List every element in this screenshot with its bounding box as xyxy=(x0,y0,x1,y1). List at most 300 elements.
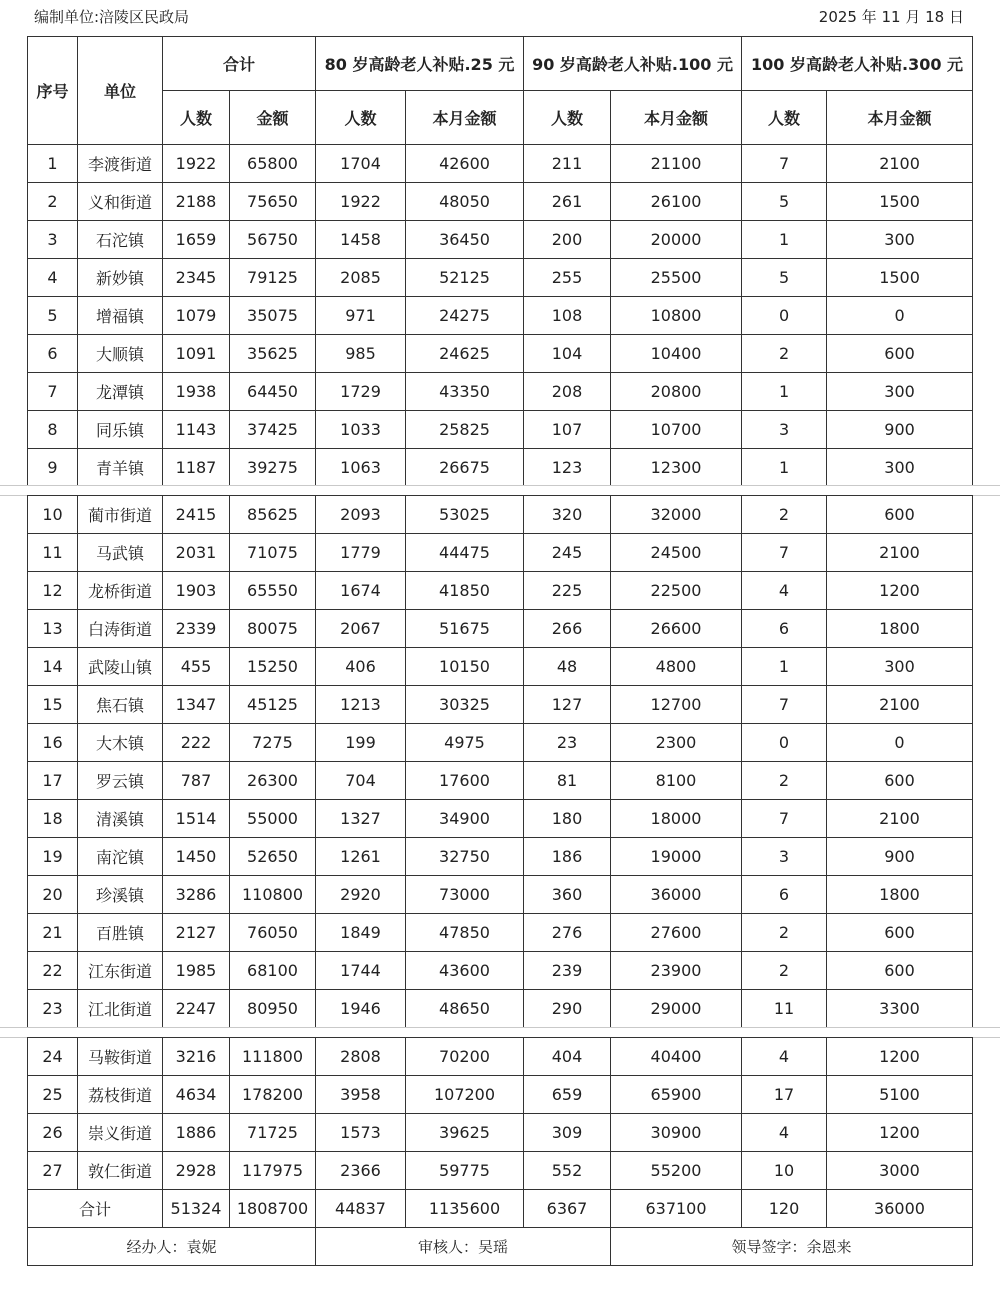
row-value: 29000 xyxy=(611,990,742,1028)
table-row xyxy=(28,800,973,838)
table-row xyxy=(28,183,973,221)
row-value: 79125 xyxy=(230,259,316,297)
row-value: 276 xyxy=(524,914,611,952)
row-value: 1946 xyxy=(316,990,406,1028)
row-value: 21100 xyxy=(611,145,742,183)
row-value: 245 xyxy=(524,534,611,572)
row-value: 178200 xyxy=(230,1076,316,1114)
totals-cell: 51324 xyxy=(163,1190,230,1228)
row-value: 4 xyxy=(742,572,827,610)
row-unit: 龙桥街道 xyxy=(78,572,163,610)
row-value: 3286 xyxy=(163,876,230,914)
row-value: 65800 xyxy=(230,145,316,183)
row-unit: 荔枝街道 xyxy=(78,1076,163,1114)
totals-cell: 44837 xyxy=(316,1190,406,1228)
unit-header: 单位 xyxy=(78,37,163,145)
table-body xyxy=(28,145,973,487)
row-unit: 敦仁街道 xyxy=(78,1152,163,1190)
row-value: 199 xyxy=(316,724,406,762)
handler-signature: 经办人：袁妮 xyxy=(28,1228,316,1266)
total-count-header: 人数 xyxy=(163,91,230,145)
table-row xyxy=(28,534,973,572)
row-value: 1327 xyxy=(316,800,406,838)
row-value: 35625 xyxy=(230,335,316,373)
row-value: 17600 xyxy=(406,762,524,800)
row-value: 32000 xyxy=(611,496,742,534)
row-value: 1063 xyxy=(316,449,406,487)
table-row xyxy=(28,876,973,914)
totals-row xyxy=(28,1190,973,1228)
total-amount-header: 金额 xyxy=(230,91,316,145)
row-value: 1091 xyxy=(163,335,230,373)
row-value: 55200 xyxy=(611,1152,742,1190)
row-value: 26300 xyxy=(230,762,316,800)
row-value: 117975 xyxy=(230,1152,316,1190)
row-value: 48050 xyxy=(406,183,524,221)
row-unit: 蔺市街道 xyxy=(78,496,163,534)
row-value: 208 xyxy=(524,373,611,411)
row-value: 1674 xyxy=(316,572,406,610)
row-unit: 江东街道 xyxy=(78,952,163,990)
table-row xyxy=(28,411,973,449)
table-row xyxy=(28,373,973,411)
row-value: 111800 xyxy=(230,1038,316,1076)
row-value: 127 xyxy=(524,686,611,724)
table-row xyxy=(28,449,973,487)
row-value: 1143 xyxy=(163,411,230,449)
row-value: 71725 xyxy=(230,1114,316,1152)
row-value: 48650 xyxy=(406,990,524,1028)
row-value: 23900 xyxy=(611,952,742,990)
row-value: 4634 xyxy=(163,1076,230,1114)
table-row xyxy=(28,572,973,610)
row-value: 35075 xyxy=(230,297,316,335)
row-value: 55000 xyxy=(230,800,316,838)
row-seq: 5 xyxy=(28,297,78,335)
subsidy-table-page-2 xyxy=(27,495,973,1028)
row-value: 2 xyxy=(742,762,827,800)
row-value: 222 xyxy=(163,724,230,762)
row-value: 40400 xyxy=(611,1038,742,1076)
row-value: 25825 xyxy=(406,411,524,449)
row-seq: 19 xyxy=(28,838,78,876)
table-row xyxy=(28,335,973,373)
row-value: 110800 xyxy=(230,876,316,914)
row-value: 1903 xyxy=(163,572,230,610)
age90-count-header: 人数 xyxy=(524,91,611,145)
row-value: 0 xyxy=(827,297,973,335)
row-value: 23 xyxy=(524,724,611,762)
totals-cell: 36000 xyxy=(827,1190,973,1228)
row-seq: 14 xyxy=(28,648,78,686)
row-value: 600 xyxy=(827,335,973,373)
row-value: 59775 xyxy=(406,1152,524,1190)
row-unit: 大顺镇 xyxy=(78,335,163,373)
row-value: 39625 xyxy=(406,1114,524,1152)
row-value: 19000 xyxy=(611,838,742,876)
row-value: 20800 xyxy=(611,373,742,411)
row-value: 1800 xyxy=(827,610,973,648)
row-value: 1261 xyxy=(316,838,406,876)
row-value: 1800 xyxy=(827,876,973,914)
row-value: 2808 xyxy=(316,1038,406,1076)
row-value: 3 xyxy=(742,411,827,449)
subsidy-table-page-3 xyxy=(27,1037,973,1266)
totals-cell: 1135600 xyxy=(406,1190,524,1228)
row-value: 2928 xyxy=(163,1152,230,1190)
row-value: 186 xyxy=(524,838,611,876)
table-row xyxy=(28,762,973,800)
row-value: 43350 xyxy=(406,373,524,411)
row-value: 3958 xyxy=(316,1076,406,1114)
row-value: 1659 xyxy=(163,221,230,259)
row-value: 406 xyxy=(316,648,406,686)
table-row xyxy=(28,724,973,762)
row-value: 75650 xyxy=(230,183,316,221)
row-value: 600 xyxy=(827,762,973,800)
row-value: 30325 xyxy=(406,686,524,724)
row-value: 787 xyxy=(163,762,230,800)
row-seq: 20 xyxy=(28,876,78,914)
row-value: 7 xyxy=(742,534,827,572)
row-value: 3 xyxy=(742,838,827,876)
row-value: 1886 xyxy=(163,1114,230,1152)
row-value: 1985 xyxy=(163,952,230,990)
row-value: 3000 xyxy=(827,1152,973,1190)
row-value: 200 xyxy=(524,221,611,259)
row-seq: 2 xyxy=(28,183,78,221)
row-value: 600 xyxy=(827,914,973,952)
row-value: 300 xyxy=(827,373,973,411)
row-unit: 青羊镇 xyxy=(78,449,163,487)
table-row xyxy=(28,610,973,648)
row-value: 104 xyxy=(524,335,611,373)
age80-count-header: 人数 xyxy=(316,91,406,145)
row-value: 10400 xyxy=(611,335,742,373)
row-unit: 罗云镇 xyxy=(78,762,163,800)
row-unit: 武陵山镇 xyxy=(78,648,163,686)
table-row xyxy=(28,1076,973,1114)
row-value: 300 xyxy=(827,221,973,259)
row-value: 2100 xyxy=(827,534,973,572)
row-value: 2 xyxy=(742,914,827,952)
row-unit: 马武镇 xyxy=(78,534,163,572)
row-seq: 26 xyxy=(28,1114,78,1152)
table-row xyxy=(28,297,973,335)
row-seq: 3 xyxy=(28,221,78,259)
row-seq: 18 xyxy=(28,800,78,838)
row-value: 7 xyxy=(742,145,827,183)
table-body xyxy=(28,1038,973,1190)
row-value: 0 xyxy=(742,724,827,762)
row-value: 11 xyxy=(742,990,827,1028)
totals-cell: 1808700 xyxy=(230,1190,316,1228)
row-value: 1213 xyxy=(316,686,406,724)
row-value: 2920 xyxy=(316,876,406,914)
table-body xyxy=(28,496,973,1028)
row-value: 30900 xyxy=(611,1114,742,1152)
row-value: 2366 xyxy=(316,1152,406,1190)
row-seq: 17 xyxy=(28,762,78,800)
table-row xyxy=(28,1114,973,1152)
row-value: 2067 xyxy=(316,610,406,648)
row-unit: 南沱镇 xyxy=(78,838,163,876)
row-value: 47850 xyxy=(406,914,524,952)
row-value: 26100 xyxy=(611,183,742,221)
row-value: 7 xyxy=(742,686,827,724)
table-row xyxy=(28,990,973,1028)
row-seq: 10 xyxy=(28,496,78,534)
row-value: 65900 xyxy=(611,1076,742,1114)
row-value: 8100 xyxy=(611,762,742,800)
row-value: 6 xyxy=(742,610,827,648)
row-unit: 同乐镇 xyxy=(78,411,163,449)
row-seq: 21 xyxy=(28,914,78,952)
row-value: 70200 xyxy=(406,1038,524,1076)
row-unit: 大木镇 xyxy=(78,724,163,762)
table-row xyxy=(28,1152,973,1190)
row-value: 1849 xyxy=(316,914,406,952)
row-value: 10700 xyxy=(611,411,742,449)
row-value: 7 xyxy=(742,800,827,838)
row-value: 2188 xyxy=(163,183,230,221)
row-seq: 25 xyxy=(28,1076,78,1114)
row-value: 85625 xyxy=(230,496,316,534)
row-value: 1200 xyxy=(827,572,973,610)
row-value: 24625 xyxy=(406,335,524,373)
row-value: 76050 xyxy=(230,914,316,952)
row-value: 300 xyxy=(827,449,973,487)
row-value: 65550 xyxy=(230,572,316,610)
reviewer-signature: 审核人：吴瑶 xyxy=(316,1228,611,1266)
row-value: 1744 xyxy=(316,952,406,990)
row-seq: 23 xyxy=(28,990,78,1028)
table-row xyxy=(28,686,973,724)
row-value: 26675 xyxy=(406,449,524,487)
table-row xyxy=(28,259,973,297)
row-seq: 22 xyxy=(28,952,78,990)
row-value: 2127 xyxy=(163,914,230,952)
row-value: 225 xyxy=(524,572,611,610)
row-unit: 焦石镇 xyxy=(78,686,163,724)
row-value: 107 xyxy=(524,411,611,449)
age90-amount-header: 本月金额 xyxy=(611,91,742,145)
row-value: 1922 xyxy=(163,145,230,183)
table-row xyxy=(28,648,973,686)
row-value: 1573 xyxy=(316,1114,406,1152)
row-unit: 义和街道 xyxy=(78,183,163,221)
age100-count-header: 人数 xyxy=(742,91,827,145)
table-row xyxy=(28,221,973,259)
row-value: 239 xyxy=(524,952,611,990)
report-date: 2025 年 11 月 18 日 xyxy=(818,8,964,26)
row-value: 1922 xyxy=(316,183,406,221)
row-value: 52125 xyxy=(406,259,524,297)
signature-row xyxy=(28,1228,973,1266)
row-unit: 马鞍街道 xyxy=(78,1038,163,1076)
row-value: 37425 xyxy=(230,411,316,449)
row-value: 1 xyxy=(742,221,827,259)
row-value: 600 xyxy=(827,952,973,990)
table-row xyxy=(28,1038,973,1076)
row-unit: 白涛街道 xyxy=(78,610,163,648)
row-value: 1200 xyxy=(827,1114,973,1152)
row-value: 73000 xyxy=(406,876,524,914)
totals-label: 合计 xyxy=(28,1190,163,1228)
row-value: 56750 xyxy=(230,221,316,259)
row-value: 71075 xyxy=(230,534,316,572)
row-value: 0 xyxy=(827,724,973,762)
leader-signature: 领导签字：余恩来 xyxy=(611,1228,973,1266)
row-value: 1500 xyxy=(827,183,973,221)
row-seq: 7 xyxy=(28,373,78,411)
row-value: 2100 xyxy=(827,145,973,183)
row-value: 300 xyxy=(827,648,973,686)
row-unit: 新妙镇 xyxy=(78,259,163,297)
row-value: 108 xyxy=(524,297,611,335)
row-value: 4 xyxy=(742,1114,827,1152)
row-value: 1514 xyxy=(163,800,230,838)
row-value: 10 xyxy=(742,1152,827,1190)
row-value: 36450 xyxy=(406,221,524,259)
row-value: 32750 xyxy=(406,838,524,876)
row-value: 10150 xyxy=(406,648,524,686)
row-value: 3300 xyxy=(827,990,973,1028)
row-value: 2031 xyxy=(163,534,230,572)
row-value: 2 xyxy=(742,952,827,990)
row-value: 985 xyxy=(316,335,406,373)
row-value: 2093 xyxy=(316,496,406,534)
totals-cell: 6367 xyxy=(524,1190,611,1228)
row-value: 2345 xyxy=(163,259,230,297)
row-value: 2300 xyxy=(611,724,742,762)
row-value: 48 xyxy=(524,648,611,686)
row-value: 24275 xyxy=(406,297,524,335)
row-value: 1 xyxy=(742,648,827,686)
row-value: 600 xyxy=(827,496,973,534)
table-row xyxy=(28,914,973,952)
row-unit: 增福镇 xyxy=(78,297,163,335)
row-value: 41850 xyxy=(406,572,524,610)
row-value: 1187 xyxy=(163,449,230,487)
row-value: 27600 xyxy=(611,914,742,952)
row-value: 2085 xyxy=(316,259,406,297)
row-value: 80075 xyxy=(230,610,316,648)
row-value: 51675 xyxy=(406,610,524,648)
row-seq: 8 xyxy=(28,411,78,449)
row-value: 1500 xyxy=(827,259,973,297)
row-seq: 1 xyxy=(28,145,78,183)
row-value: 15250 xyxy=(230,648,316,686)
row-value: 0 xyxy=(742,297,827,335)
row-value: 24500 xyxy=(611,534,742,572)
row-value: 64450 xyxy=(230,373,316,411)
row-value: 42600 xyxy=(406,145,524,183)
row-value: 45125 xyxy=(230,686,316,724)
row-value: 971 xyxy=(316,297,406,335)
table-row xyxy=(28,838,973,876)
row-value: 68100 xyxy=(230,952,316,990)
row-value: 360 xyxy=(524,876,611,914)
row-value: 1 xyxy=(742,449,827,487)
row-unit: 李渡街道 xyxy=(78,145,163,183)
row-value: 455 xyxy=(163,648,230,686)
row-unit: 石沱镇 xyxy=(78,221,163,259)
row-value: 1200 xyxy=(827,1038,973,1076)
row-value: 5 xyxy=(742,259,827,297)
row-seq: 27 xyxy=(28,1152,78,1190)
row-value: 26600 xyxy=(611,610,742,648)
row-value: 18000 xyxy=(611,800,742,838)
row-value: 5100 xyxy=(827,1076,973,1114)
row-value: 4800 xyxy=(611,648,742,686)
age100-group-header: 100 岁高龄老人补贴.300 元 xyxy=(742,37,973,91)
row-value: 44475 xyxy=(406,534,524,572)
row-value: 22500 xyxy=(611,572,742,610)
row-value: 6 xyxy=(742,876,827,914)
row-value: 255 xyxy=(524,259,611,297)
table-row xyxy=(28,145,973,183)
row-unit: 清溪镇 xyxy=(78,800,163,838)
row-value: 107200 xyxy=(406,1076,524,1114)
row-value: 552 xyxy=(524,1152,611,1190)
table-row xyxy=(28,952,973,990)
row-seq: 6 xyxy=(28,335,78,373)
row-seq: 4 xyxy=(28,259,78,297)
row-value: 404 xyxy=(524,1038,611,1076)
age80-group-header: 80 岁高龄老人补贴.25 元 xyxy=(316,37,524,91)
row-value: 2100 xyxy=(827,686,973,724)
row-value: 659 xyxy=(524,1076,611,1114)
age100-amount-header: 本月金额 xyxy=(827,91,973,145)
row-value: 1 xyxy=(742,373,827,411)
row-value: 20000 xyxy=(611,221,742,259)
row-value: 290 xyxy=(524,990,611,1028)
age90-group-header: 90 岁高龄老人补贴.100 元 xyxy=(524,37,742,91)
row-value: 1450 xyxy=(163,838,230,876)
row-seq: 11 xyxy=(28,534,78,572)
row-value: 3216 xyxy=(163,1038,230,1076)
row-value: 1729 xyxy=(316,373,406,411)
row-value: 1779 xyxy=(316,534,406,572)
row-seq: 15 xyxy=(28,686,78,724)
row-value: 25500 xyxy=(611,259,742,297)
row-value: 1458 xyxy=(316,221,406,259)
row-value: 2339 xyxy=(163,610,230,648)
organization-label: 编制单位:涪陵区民政局 xyxy=(34,8,190,26)
row-value: 4 xyxy=(742,1038,827,1076)
row-value: 261 xyxy=(524,183,611,221)
row-unit: 百胜镇 xyxy=(78,914,163,952)
row-value: 266 xyxy=(524,610,611,648)
row-unit: 崇义街道 xyxy=(78,1114,163,1152)
row-value: 7275 xyxy=(230,724,316,762)
row-value: 1347 xyxy=(163,686,230,724)
seq-header: 序号 xyxy=(28,37,78,145)
row-value: 1938 xyxy=(163,373,230,411)
row-value: 123 xyxy=(524,449,611,487)
row-value: 900 xyxy=(827,838,973,876)
total-group-header: 合计 xyxy=(163,37,316,91)
table-row xyxy=(28,496,973,534)
row-value: 2 xyxy=(742,496,827,534)
row-value: 34900 xyxy=(406,800,524,838)
row-value: 180 xyxy=(524,800,611,838)
row-value: 80950 xyxy=(230,990,316,1028)
row-value: 43600 xyxy=(406,952,524,990)
row-value: 1033 xyxy=(316,411,406,449)
row-value: 2415 xyxy=(163,496,230,534)
